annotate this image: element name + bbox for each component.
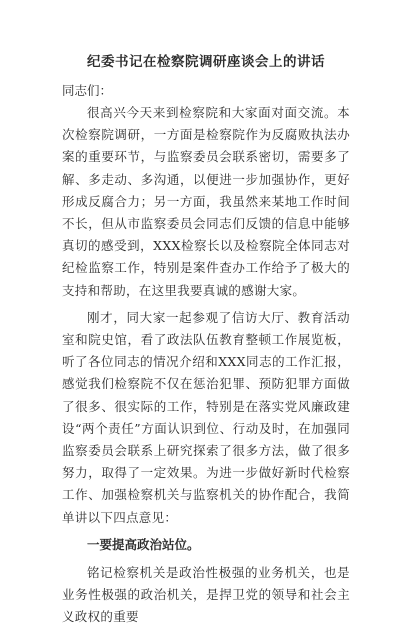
paragraph-3: 铭记检察机关是政治性极强的业务机关，也是业务性极强的政治机关，是捍卫党的领导和社会主义政权的重要 — [62, 564, 350, 625]
document-title: 纪委书记在检察院调研座谈会上的讲话 — [87, 54, 325, 70]
paragraph-2: 刚才，同大家一起参观了信访大厅、教育活动室和院史馆，看了政法队伍教育整顿工作展览板，听了各位同志的情况介绍和XXX同志的工作汇报，感觉我们检察院不仅在惩治犯罪、预防犯罪方面做了很多、很实际的工作，特别是在落实党风廉政建设“两个责任”方面认识到位、行动及时，在加强同监察委员会联系上研究探索了很多方法，做了很多努力，取得了一定效果。为进一步做好新时代检察工作、加强检察机关与监察机关的协作配合，我简单讲以下四点意见： — [62, 309, 350, 525]
salutation: 同志们： — [62, 83, 113, 98]
paragraph-1: 很高兴今天来到检察院和大家面对面交流。本次检察院调研，一方面是检察院作为反腐败执法办案的重要环节，与监察委员会联系密切，需要多了解、多走动、多沟通，以便进一步加强协作，更好形成反腐合力；另一方面，我虽然来某地工作时间不长，但从市监察委员会同志们反馈的信息中能够真切的感受到，XXX检察长以及检察院全体同志对纪检监察工作，特别是案件查办工作给予了极大的支持和帮助，在这里我要真诚的感谢大家。 — [62, 105, 350, 298]
section-heading: 一要提高政治站位。 — [87, 536, 200, 552]
